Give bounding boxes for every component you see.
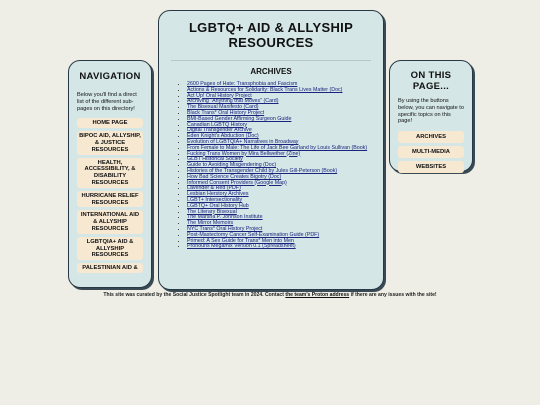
archives-list (159, 82, 383, 250)
navigation-title: NAVIGATION (79, 71, 141, 82)
nav-button-international[interactable]: INTERNATIONAL AID & ALLYSHIP RESOURCES (77, 210, 143, 233)
archives-heading: ARCHIVES (250, 67, 292, 76)
archive-link[interactable]: The Literary Bisexual (187, 208, 237, 215)
archive-link[interactable]: The Marsha P. Johnson Institute (187, 214, 263, 221)
archive-link[interactable]: Black Trans* Oral History Project (187, 109, 265, 116)
archive-link[interactable]: Digital Transgender Archive (187, 127, 252, 134)
jump-button-websites[interactable]: WEBSITES (398, 161, 464, 173)
archive-link[interactable]: Post-Mastectomy Cancer Self-Examination Guide (PDF) (187, 231, 320, 238)
archive-link[interactable]: Act Up! Oral History Project (187, 92, 252, 99)
archive-link[interactable]: Actions & Resources for Solidarity: Black Trans Lives Matter (Doc) (187, 86, 343, 93)
page-title: LGBTQ+ AID & ALLYSHIP RESOURCES (188, 20, 354, 50)
archive-link[interactable]: LGBTQ+ Oral History Hub (187, 202, 249, 209)
footer (0, 292, 540, 298)
archive-link[interactable]: From Female to Male: The Life of Jack Bee Garland by Louis Sullivan (Book) (187, 144, 368, 151)
nav-button-palestinian[interactable]: PALESTINIAN AID & (77, 263, 143, 273)
archive-link[interactable]: Canadian LGBTQ History (187, 121, 248, 128)
on-this-page-panel (389, 60, 473, 172)
archive-link[interactable]: Informed Consent Providers (Google Map) (187, 179, 287, 186)
archive-link[interactable]: Pronouns Megamix Version 0.1 (Spreadsheet) (187, 243, 296, 250)
archive-link[interactable]: Evolution of LGBTQIA+ Narratives in Broadway (187, 138, 299, 145)
archive-link[interactable]: BMI-Based Gender Affirming Surgeon Guide (187, 115, 292, 122)
on-this-page-title: ON THIS PAGE... (410, 70, 452, 92)
archive-link[interactable]: The Bisexual Manifesto (Card) (187, 104, 259, 111)
navigation-panel (68, 60, 152, 288)
main-panel (158, 10, 384, 290)
archive-link[interactable]: Primed: A Sex Guide for Trans* Men into Men (187, 237, 294, 244)
nav-button-health[interactable]: HEALTH, ACCESSIBILITY, & DISABILITY RESOURCES (77, 158, 143, 188)
archive-link[interactable]: 2600 Pages of Hate: Transphobia and Fascism (187, 81, 298, 87)
archive-link[interactable]: Archiving "Anything that Moves" (Card) (187, 98, 279, 105)
nav-button-home[interactable]: HOME PAGE (77, 118, 143, 128)
archive-link[interactable]: Lavender & Red (PDF) (187, 185, 241, 192)
on-this-page-intro: By using the buttons below, you can navigate to specific topics on this page! (398, 98, 464, 125)
archive-link[interactable]: Eden Knight's Abduction (Doc) (187, 133, 259, 140)
archive-link[interactable]: LGBT+ Intersectionality (187, 196, 243, 203)
jump-button-multimedia[interactable]: MULTI-MEDIA (398, 146, 464, 158)
nav-button-hurricane[interactable]: HURRICANE RELIEF RESOURCES (77, 191, 143, 208)
archive-link[interactable]: Guide to Avoiding Misgendering (Doc) (187, 162, 277, 169)
footer-contact-link[interactable]: the team's Proton address (285, 292, 350, 298)
nav-button-bipoc[interactable]: BIPOC AID, ALLYSHIP, & JUSTICE RESOURCES (77, 131, 143, 154)
nav-button-lgbtqia[interactable]: LGBTQIA+ AID & ALLYSHIP RESOURCES (77, 237, 143, 260)
archive-link[interactable]: Lesbian Herstory Archives (187, 191, 249, 198)
navigation-intro: Below you'll find a direct list of the different sub-pages on this directory! (77, 92, 137, 112)
archive-link[interactable]: NYC Trans* Oral History Project (187, 225, 263, 232)
archive-list-item (187, 244, 373, 250)
jump-button-archives[interactable]: ARCHIVES (398, 131, 464, 143)
footer-text-after: if there are any issues with the site! (349, 292, 437, 298)
archive-link[interactable]: The Mirror Memoirs (187, 220, 234, 227)
archive-link[interactable]: GLBT Historical Society (187, 156, 243, 163)
archive-link[interactable]: How Bad Science Creates Bigotry (Doc) (187, 173, 282, 180)
divider (171, 60, 371, 61)
footer-text-before: This site was curated by the Social Justice Spotlight team in 2024. Contact (103, 292, 286, 298)
archive-link[interactable]: Fucking Trans Women by Mira Bellwether (Zine) (187, 150, 301, 157)
archive-link[interactable]: Histories of the Transgender Child by Jules Gill-Peterson (Book) (187, 167, 338, 174)
